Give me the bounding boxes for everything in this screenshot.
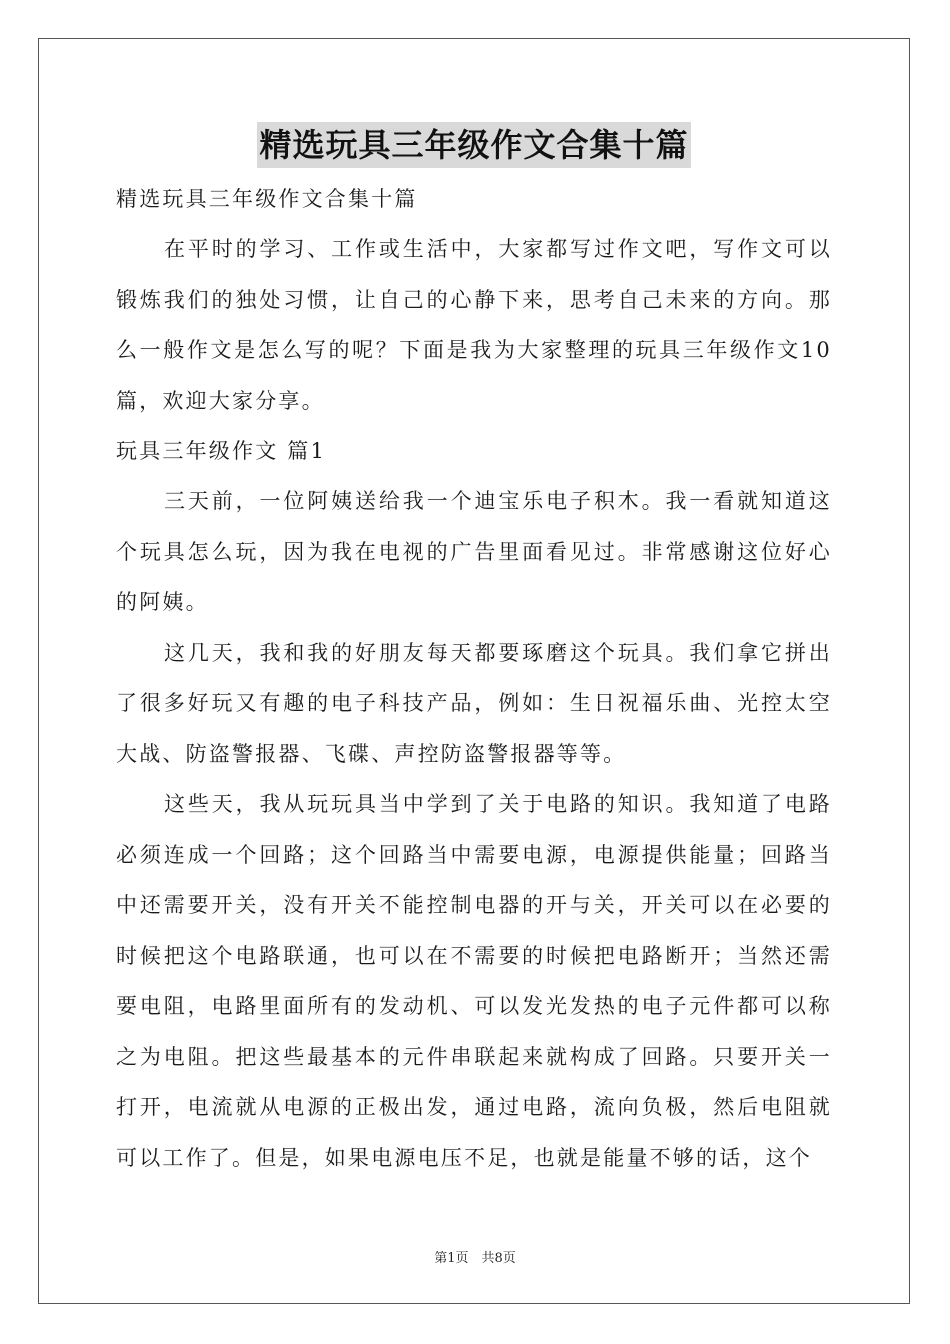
body-paragraph: 这几天，我和我的好朋友每天都要琢磨这个玩具。我们拿它拼出了很多好玩又有趣的电子科技产品，例如：生日祝福乐曲、光控太空大战、防盗警报器、飞碟、声控防盗警报器等等。 [116, 640, 832, 766]
page-number: 第1页 共8页 [434, 1251, 516, 1266]
document-body [116, 122, 832, 1183]
section-heading: 玩具三年级作文 篇1 [116, 439, 327, 463]
intro-paragraph: 在平时的学习、工作或生活中，大家都写过作文吧，写作文可以锻炼我们的独处习惯，让自己的心静下来，思考自己未来的方向。那么一般作文是怎么写的呢？下面是我为大家整理的玩具三年级作文10篇，欢迎大家分享。 [116, 237, 832, 413]
document-subtitle: 精选玩具三年级作文合集十篇 [116, 187, 418, 211]
body-paragraph: 三天前，一位阿姨送给我一个迪宝乐电子积木。我一看就知道这个玩具怎么玩，因为我在电视的广告里面看见过。非常感谢这位好心的阿姨。 [116, 489, 832, 614]
document-title: 精选玩具三年级作文合集十篇 [257, 122, 690, 168]
title-container [116, 122, 832, 172]
body-paragraph: 这些天，我从玩玩具当中学到了关于电路的知识。我知道了电路必须连成一个回路；这个回路当中需要电源，电源提供能量；回路当中还需要开关，没有开关不能控制电器的开与关，开关可以在必要的时候把这个电路联通，也可以在不需要的时候把电路断开；当然还需要电阻，电路里面所有的发动机、可以发光发热的电子元件都可以称之为电阻。把这些最基本的元件串联起来就构成了回路。只要开关一打开，电流就从电源的正极出发，通过电路，流向负极，然后电阻就可以工作了。但是，如果电源电压不足，也就是能量不够的话，这个 [116, 792, 832, 1170]
